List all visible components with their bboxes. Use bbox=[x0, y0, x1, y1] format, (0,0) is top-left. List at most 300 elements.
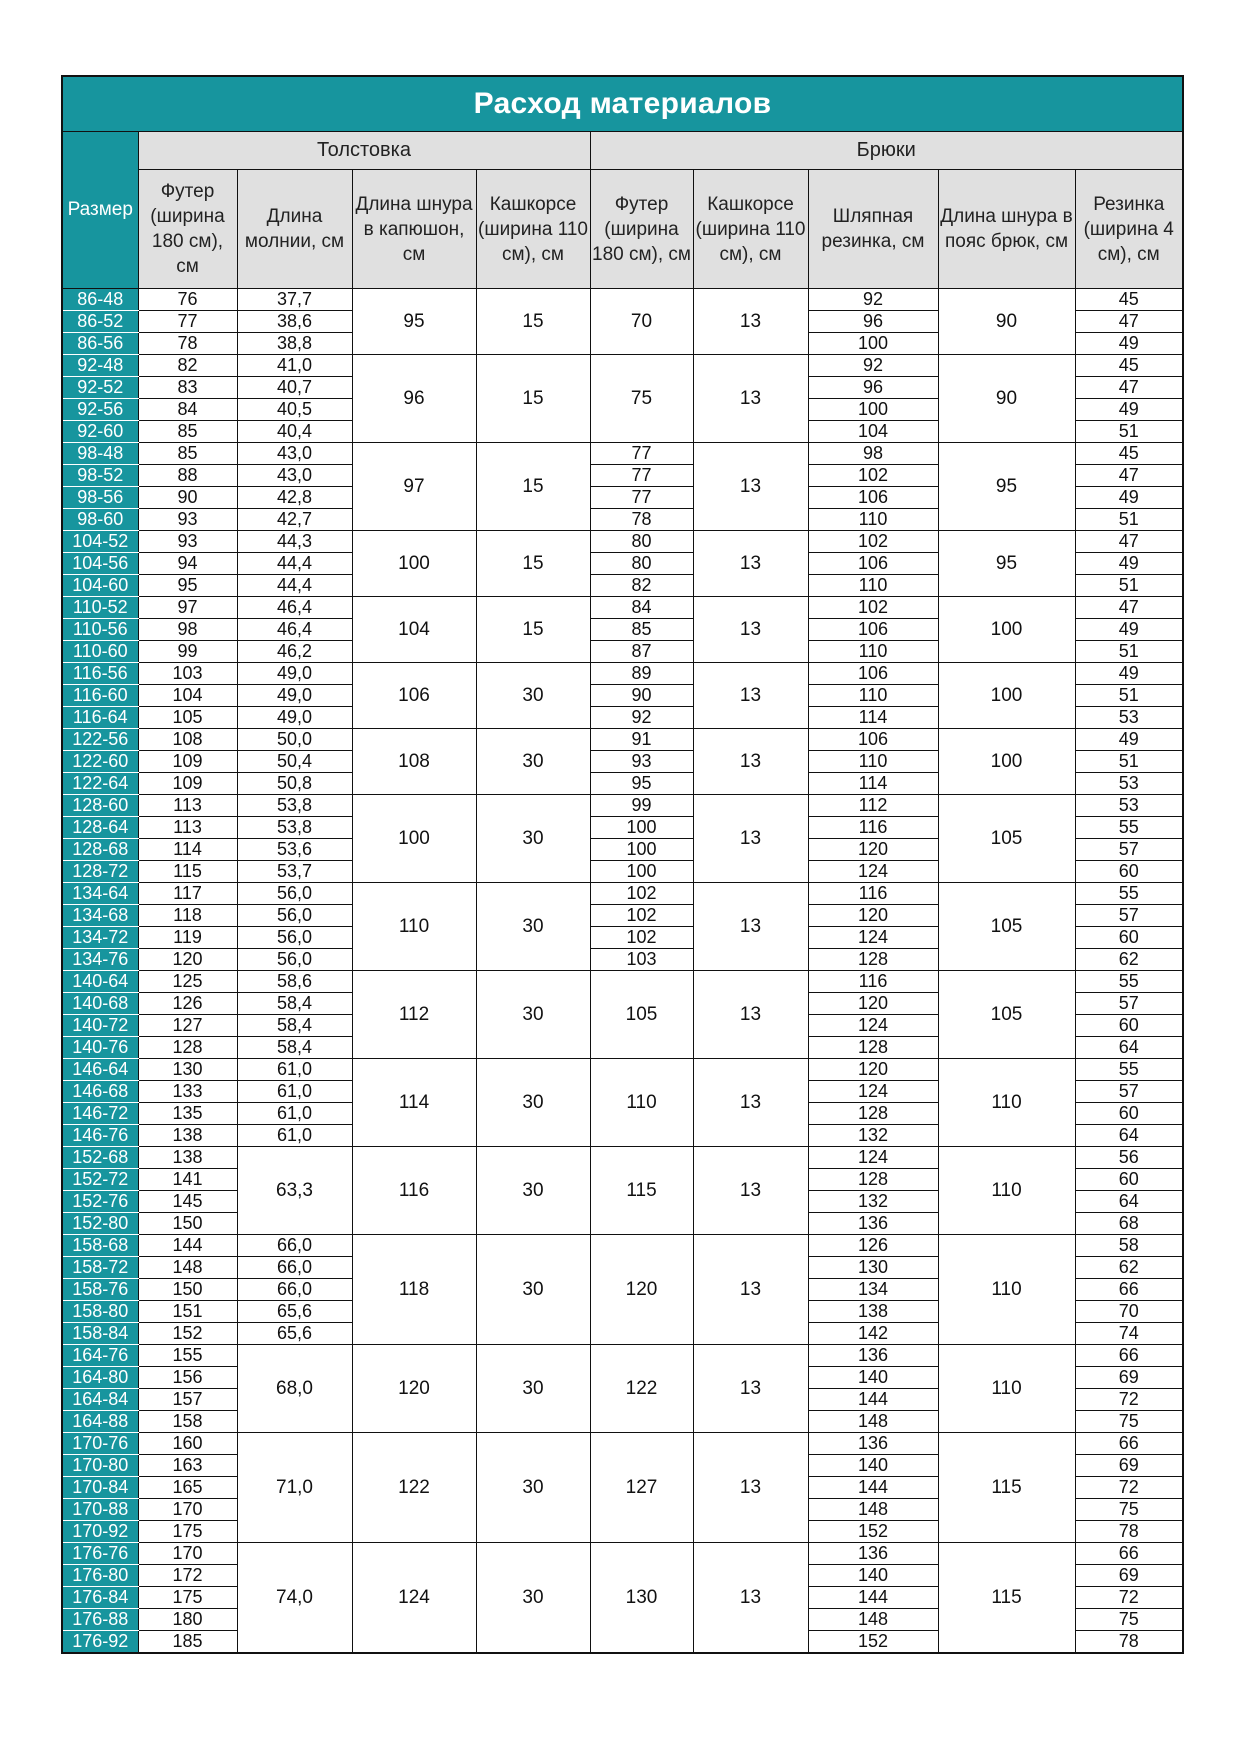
waist-cord-cell: 110 bbox=[938, 1345, 1075, 1433]
size-cell: 104-56 bbox=[62, 553, 138, 575]
hoodie-futer-cell: 104 bbox=[138, 685, 237, 707]
hat-elastic-cell: 144 bbox=[808, 1389, 938, 1411]
hat-elastic-cell: 140 bbox=[808, 1455, 938, 1477]
pants-futer-cell: 70 bbox=[590, 289, 693, 355]
elastic-cell: 66 bbox=[1075, 1345, 1183, 1367]
hat-elastic-cell: 128 bbox=[808, 949, 938, 971]
hat-elastic-cell: 120 bbox=[808, 1059, 938, 1081]
hoodie-futer-cell: 151 bbox=[138, 1301, 237, 1323]
size-cell: 176-88 bbox=[62, 1609, 138, 1631]
elastic-cell: 60 bbox=[1075, 1103, 1183, 1125]
hat-elastic-cell: 116 bbox=[808, 883, 938, 905]
hat-elastic-cell: 110 bbox=[808, 509, 938, 531]
table-row bbox=[62, 1543, 1183, 1565]
pants-futer-cell: 102 bbox=[590, 905, 693, 927]
hat-elastic-cell: 128 bbox=[808, 1103, 938, 1125]
elastic-cell: 57 bbox=[1075, 1081, 1183, 1103]
pants-futer-cell: 102 bbox=[590, 927, 693, 949]
hood-cord-cell: 110 bbox=[352, 883, 476, 971]
waist-cord-cell: 95 bbox=[938, 443, 1075, 531]
hat-elastic-cell: 110 bbox=[808, 751, 938, 773]
hoodie-futer-cell: 165 bbox=[138, 1477, 237, 1499]
table-row bbox=[62, 729, 1183, 751]
hat-elastic-cell: 92 bbox=[808, 355, 938, 377]
hat-elastic-cell: 96 bbox=[808, 311, 938, 333]
hoodie-futer-cell: 156 bbox=[138, 1367, 237, 1389]
col-header-waist-cord: Длина шнура в пояс брюк, см bbox=[938, 170, 1075, 289]
elastic-cell: 49 bbox=[1075, 333, 1183, 355]
size-cell: 140-72 bbox=[62, 1015, 138, 1037]
hat-elastic-cell: 102 bbox=[808, 597, 938, 619]
waist-cord-cell: 115 bbox=[938, 1543, 1075, 1654]
hood-cord-cell: 95 bbox=[352, 289, 476, 355]
size-cell: 104-60 bbox=[62, 575, 138, 597]
elastic-cell: 72 bbox=[1075, 1587, 1183, 1609]
hood-cord-cell: 108 bbox=[352, 729, 476, 795]
table-row bbox=[62, 1147, 1183, 1169]
elastic-cell: 70 bbox=[1075, 1301, 1183, 1323]
hat-elastic-cell: 128 bbox=[808, 1169, 938, 1191]
hoodie-futer-cell: 113 bbox=[138, 817, 237, 839]
elastic-cell: 62 bbox=[1075, 1257, 1183, 1279]
pants-futer-cell: 77 bbox=[590, 443, 693, 465]
hat-elastic-cell: 98 bbox=[808, 443, 938, 465]
size-cell: 158-80 bbox=[62, 1301, 138, 1323]
hoodie-futer-cell: 82 bbox=[138, 355, 237, 377]
table-row bbox=[62, 795, 1183, 817]
hoodie-futer-cell: 113 bbox=[138, 795, 237, 817]
hat-elastic-cell: 100 bbox=[808, 399, 938, 421]
elastic-cell: 49 bbox=[1075, 487, 1183, 509]
zipper-length-cell: 44,3 bbox=[237, 531, 352, 553]
pants-futer-cell: 115 bbox=[590, 1147, 693, 1235]
zipper-length-cell: 63,3 bbox=[237, 1147, 352, 1235]
hoodie-futer-cell: 95 bbox=[138, 575, 237, 597]
hoodie-futer-cell: 170 bbox=[138, 1499, 237, 1521]
hat-elastic-cell: 106 bbox=[808, 729, 938, 751]
hat-elastic-cell: 106 bbox=[808, 487, 938, 509]
pants-futer-cell: 103 bbox=[590, 949, 693, 971]
size-cell: 170-80 bbox=[62, 1455, 138, 1477]
pants-futer-cell: 89 bbox=[590, 663, 693, 685]
elastic-cell: 55 bbox=[1075, 883, 1183, 905]
hat-elastic-cell: 136 bbox=[808, 1433, 938, 1455]
hat-elastic-cell: 136 bbox=[808, 1345, 938, 1367]
size-cell: 134-72 bbox=[62, 927, 138, 949]
size-cell: 152-72 bbox=[62, 1169, 138, 1191]
zipper-length-cell: 58,4 bbox=[237, 1015, 352, 1037]
size-column-header: Размер bbox=[62, 132, 138, 289]
zipper-length-cell: 53,8 bbox=[237, 795, 352, 817]
zipper-length-cell: 56,0 bbox=[237, 883, 352, 905]
hoodie-futer-cell: 180 bbox=[138, 1609, 237, 1631]
hoodie-futer-cell: 163 bbox=[138, 1455, 237, 1477]
elastic-cell: 60 bbox=[1075, 861, 1183, 883]
zipper-length-cell: 56,0 bbox=[237, 927, 352, 949]
hoodie-kashkorse-cell: 30 bbox=[476, 1345, 590, 1433]
elastic-cell: 64 bbox=[1075, 1191, 1183, 1213]
hoodie-futer-cell: 148 bbox=[138, 1257, 237, 1279]
hoodie-kashkorse-cell: 30 bbox=[476, 729, 590, 795]
pants-futer-cell: 77 bbox=[590, 465, 693, 487]
elastic-cell: 51 bbox=[1075, 641, 1183, 663]
hoodie-futer-cell: 130 bbox=[138, 1059, 237, 1081]
material-consumption-table bbox=[61, 75, 1184, 1654]
hoodie-futer-cell: 158 bbox=[138, 1411, 237, 1433]
waist-cord-cell: 115 bbox=[938, 1433, 1075, 1543]
size-cell: 98-56 bbox=[62, 487, 138, 509]
zipper-length-cell: 42,8 bbox=[237, 487, 352, 509]
elastic-cell: 72 bbox=[1075, 1477, 1183, 1499]
elastic-cell: 74 bbox=[1075, 1323, 1183, 1345]
pants-futer-cell: 90 bbox=[590, 685, 693, 707]
hoodie-futer-cell: 138 bbox=[138, 1147, 237, 1169]
hoodie-futer-cell: 150 bbox=[138, 1213, 237, 1235]
elastic-cell: 72 bbox=[1075, 1389, 1183, 1411]
waist-cord-cell: 110 bbox=[938, 1235, 1075, 1345]
zipper-length-cell: 61,0 bbox=[237, 1125, 352, 1147]
hoodie-futer-cell: 99 bbox=[138, 641, 237, 663]
hoodie-futer-cell: 115 bbox=[138, 861, 237, 883]
hoodie-futer-cell: 109 bbox=[138, 773, 237, 795]
elastic-cell: 49 bbox=[1075, 619, 1183, 641]
hat-elastic-cell: 112 bbox=[808, 795, 938, 817]
size-cell: 146-64 bbox=[62, 1059, 138, 1081]
size-cell: 140-76 bbox=[62, 1037, 138, 1059]
zipper-length-cell: 46,2 bbox=[237, 641, 352, 663]
size-cell: 140-68 bbox=[62, 993, 138, 1015]
size-cell: 92-52 bbox=[62, 377, 138, 399]
size-cell: 176-76 bbox=[62, 1543, 138, 1565]
hood-cord-cell: 100 bbox=[352, 795, 476, 883]
zipper-length-cell: 43,0 bbox=[237, 443, 352, 465]
zipper-length-cell: 56,0 bbox=[237, 949, 352, 971]
elastic-cell: 66 bbox=[1075, 1433, 1183, 1455]
elastic-cell: 66 bbox=[1075, 1279, 1183, 1301]
hat-elastic-cell: 92 bbox=[808, 289, 938, 311]
size-cell: 86-48 bbox=[62, 289, 138, 311]
elastic-cell: 55 bbox=[1075, 817, 1183, 839]
size-cell: 86-52 bbox=[62, 311, 138, 333]
waist-cord-cell: 105 bbox=[938, 971, 1075, 1059]
hoodie-futer-cell: 160 bbox=[138, 1433, 237, 1455]
hat-elastic-cell: 148 bbox=[808, 1411, 938, 1433]
size-cell: 146-76 bbox=[62, 1125, 138, 1147]
zipper-length-cell: 58,4 bbox=[237, 1037, 352, 1059]
hat-elastic-cell: 116 bbox=[808, 817, 938, 839]
zipper-length-cell: 58,4 bbox=[237, 993, 352, 1015]
size-cell: 176-80 bbox=[62, 1565, 138, 1587]
material-consumption-sheet bbox=[61, 75, 1182, 1654]
waist-cord-cell: 95 bbox=[938, 531, 1075, 597]
hat-elastic-cell: 110 bbox=[808, 575, 938, 597]
pants-kashkorse-cell: 13 bbox=[693, 289, 808, 355]
hood-cord-cell: 122 bbox=[352, 1433, 476, 1543]
hoodie-kashkorse-cell: 30 bbox=[476, 1235, 590, 1345]
pants-futer-cell: 85 bbox=[590, 619, 693, 641]
hat-elastic-cell: 144 bbox=[808, 1587, 938, 1609]
elastic-cell: 66 bbox=[1075, 1543, 1183, 1565]
zipper-length-cell: 50,4 bbox=[237, 751, 352, 773]
pants-kashkorse-cell: 13 bbox=[693, 531, 808, 597]
col-header-pants-kashkorse: Кашкорсе (ширина 110 см), см bbox=[693, 170, 808, 289]
hat-elastic-cell: 110 bbox=[808, 641, 938, 663]
elastic-cell: 60 bbox=[1075, 1015, 1183, 1037]
hoodie-kashkorse-cell: 30 bbox=[476, 795, 590, 883]
hood-cord-cell: 114 bbox=[352, 1059, 476, 1147]
pants-futer-cell: 95 bbox=[590, 773, 693, 795]
hood-cord-cell: 106 bbox=[352, 663, 476, 729]
elastic-cell: 51 bbox=[1075, 751, 1183, 773]
hat-elastic-cell: 142 bbox=[808, 1323, 938, 1345]
pants-futer-cell: 122 bbox=[590, 1345, 693, 1433]
size-cell: 152-68 bbox=[62, 1147, 138, 1169]
size-cell: 128-68 bbox=[62, 839, 138, 861]
table-row bbox=[62, 883, 1183, 905]
elastic-cell: 57 bbox=[1075, 905, 1183, 927]
zipper-length-cell: 42,7 bbox=[237, 509, 352, 531]
waist-cord-cell: 105 bbox=[938, 883, 1075, 971]
waist-cord-cell: 105 bbox=[938, 795, 1075, 883]
size-cell: 164-76 bbox=[62, 1345, 138, 1367]
size-cell: 170-92 bbox=[62, 1521, 138, 1543]
hoodie-futer-cell: 119 bbox=[138, 927, 237, 949]
hoodie-kashkorse-cell: 15 bbox=[476, 531, 590, 597]
zipper-length-cell: 61,0 bbox=[237, 1081, 352, 1103]
elastic-cell: 51 bbox=[1075, 575, 1183, 597]
hoodie-futer-cell: 157 bbox=[138, 1389, 237, 1411]
size-cell: 146-72 bbox=[62, 1103, 138, 1125]
hood-cord-cell: 97 bbox=[352, 443, 476, 531]
zipper-length-cell: 58,6 bbox=[237, 971, 352, 993]
pants-kashkorse-cell: 13 bbox=[693, 1543, 808, 1654]
hoodie-kashkorse-cell: 30 bbox=[476, 1433, 590, 1543]
hoodie-futer-cell: 175 bbox=[138, 1521, 237, 1543]
hat-elastic-cell: 136 bbox=[808, 1543, 938, 1565]
size-cell: 164-88 bbox=[62, 1411, 138, 1433]
table-row bbox=[62, 971, 1183, 993]
zipper-length-cell: 74,0 bbox=[237, 1543, 352, 1654]
elastic-cell: 75 bbox=[1075, 1499, 1183, 1521]
hoodie-kashkorse-cell: 30 bbox=[476, 971, 590, 1059]
elastic-cell: 53 bbox=[1075, 795, 1183, 817]
pants-futer-cell: 80 bbox=[590, 531, 693, 553]
hoodie-futer-cell: 85 bbox=[138, 421, 237, 443]
waist-cord-cell: 90 bbox=[938, 355, 1075, 443]
elastic-cell: 45 bbox=[1075, 289, 1183, 311]
elastic-cell: 45 bbox=[1075, 355, 1183, 377]
elastic-cell: 56 bbox=[1075, 1147, 1183, 1169]
elastic-cell: 78 bbox=[1075, 1631, 1183, 1654]
size-cell: 164-84 bbox=[62, 1389, 138, 1411]
pants-kashkorse-cell: 13 bbox=[693, 1235, 808, 1345]
elastic-cell: 53 bbox=[1075, 707, 1183, 729]
hat-elastic-cell: 140 bbox=[808, 1565, 938, 1587]
pants-futer-cell: 78 bbox=[590, 509, 693, 531]
elastic-cell: 49 bbox=[1075, 399, 1183, 421]
elastic-cell: 64 bbox=[1075, 1037, 1183, 1059]
pants-kashkorse-cell: 13 bbox=[693, 971, 808, 1059]
size-cell: 134-76 bbox=[62, 949, 138, 971]
size-cell: 158-76 bbox=[62, 1279, 138, 1301]
zipper-length-cell: 40,5 bbox=[237, 399, 352, 421]
hoodie-futer-cell: 128 bbox=[138, 1037, 237, 1059]
zipper-length-cell: 71,0 bbox=[237, 1433, 352, 1543]
pants-kashkorse-cell: 13 bbox=[693, 1059, 808, 1147]
hat-elastic-cell: 106 bbox=[808, 553, 938, 575]
elastic-cell: 53 bbox=[1075, 773, 1183, 795]
hat-elastic-cell: 100 bbox=[808, 333, 938, 355]
pants-futer-cell: 110 bbox=[590, 1059, 693, 1147]
size-cell: 122-64 bbox=[62, 773, 138, 795]
col-header-hoodie-futer: Футер (ширина 180 см), см bbox=[138, 170, 237, 289]
zipper-length-cell: 65,6 bbox=[237, 1323, 352, 1345]
hat-elastic-cell: 110 bbox=[808, 685, 938, 707]
pants-futer-cell: 80 bbox=[590, 553, 693, 575]
size-cell: 170-76 bbox=[62, 1433, 138, 1455]
hoodie-kashkorse-cell: 15 bbox=[476, 355, 590, 443]
hoodie-futer-cell: 117 bbox=[138, 883, 237, 905]
hat-elastic-cell: 102 bbox=[808, 465, 938, 487]
hat-elastic-cell: 152 bbox=[808, 1631, 938, 1654]
hat-elastic-cell: 102 bbox=[808, 531, 938, 553]
pants-kashkorse-cell: 13 bbox=[693, 663, 808, 729]
hoodie-kashkorse-cell: 30 bbox=[476, 1543, 590, 1654]
hoodie-futer-cell: 144 bbox=[138, 1235, 237, 1257]
waist-cord-cell: 100 bbox=[938, 597, 1075, 663]
pants-futer-cell: 93 bbox=[590, 751, 693, 773]
hood-cord-cell: 112 bbox=[352, 971, 476, 1059]
size-cell: 134-64 bbox=[62, 883, 138, 905]
hoodie-futer-cell: 94 bbox=[138, 553, 237, 575]
hoodie-futer-cell: 76 bbox=[138, 289, 237, 311]
size-cell: 116-64 bbox=[62, 707, 138, 729]
waist-cord-cell: 110 bbox=[938, 1147, 1075, 1235]
hat-elastic-cell: 128 bbox=[808, 1037, 938, 1059]
elastic-cell: 69 bbox=[1075, 1455, 1183, 1477]
size-cell: 158-72 bbox=[62, 1257, 138, 1279]
hat-elastic-cell: 136 bbox=[808, 1213, 938, 1235]
hoodie-futer-cell: 170 bbox=[138, 1543, 237, 1565]
hat-elastic-cell: 124 bbox=[808, 927, 938, 949]
pants-futer-cell: 130 bbox=[590, 1543, 693, 1654]
hoodie-futer-cell: 175 bbox=[138, 1587, 237, 1609]
size-cell: 128-64 bbox=[62, 817, 138, 839]
hat-elastic-cell: 116 bbox=[808, 971, 938, 993]
group-header-pants: Брюки bbox=[590, 132, 1183, 170]
table-row bbox=[62, 289, 1183, 311]
zipper-length-cell: 66,0 bbox=[237, 1257, 352, 1279]
zipper-length-cell: 49,0 bbox=[237, 663, 352, 685]
size-cell: 128-60 bbox=[62, 795, 138, 817]
hat-elastic-cell: 106 bbox=[808, 663, 938, 685]
col-header-hoodie-kashkorse: Кашкорсе (ширина 110 см), см bbox=[476, 170, 590, 289]
hat-elastic-cell: 126 bbox=[808, 1235, 938, 1257]
elastic-cell: 75 bbox=[1075, 1609, 1183, 1631]
table-body bbox=[62, 289, 1183, 1654]
hoodie-futer-cell: 133 bbox=[138, 1081, 237, 1103]
hat-elastic-cell: 130 bbox=[808, 1257, 938, 1279]
hat-elastic-cell: 124 bbox=[808, 1015, 938, 1037]
zipper-length-cell: 44,4 bbox=[237, 575, 352, 597]
size-cell: 86-56 bbox=[62, 333, 138, 355]
hood-cord-cell: 96 bbox=[352, 355, 476, 443]
table-title: Расход материалов bbox=[62, 76, 1183, 132]
hat-elastic-cell: 124 bbox=[808, 1147, 938, 1169]
hood-cord-cell: 118 bbox=[352, 1235, 476, 1345]
hat-elastic-cell: 114 bbox=[808, 773, 938, 795]
zipper-length-cell: 61,0 bbox=[237, 1059, 352, 1081]
pants-futer-cell: 120 bbox=[590, 1235, 693, 1345]
pants-futer-cell: 87 bbox=[590, 641, 693, 663]
hoodie-futer-cell: 125 bbox=[138, 971, 237, 993]
waist-cord-cell: 100 bbox=[938, 663, 1075, 729]
hoodie-futer-cell: 97 bbox=[138, 597, 237, 619]
hat-elastic-cell: 138 bbox=[808, 1301, 938, 1323]
elastic-cell: 60 bbox=[1075, 927, 1183, 949]
size-cell: 110-56 bbox=[62, 619, 138, 641]
size-cell: 140-64 bbox=[62, 971, 138, 993]
zipper-length-cell: 38,6 bbox=[237, 311, 352, 333]
elastic-cell: 51 bbox=[1075, 509, 1183, 531]
hood-cord-cell: 104 bbox=[352, 597, 476, 663]
group-header-hoodie: Толстовка bbox=[138, 132, 590, 170]
size-cell: 170-88 bbox=[62, 1499, 138, 1521]
hoodie-kashkorse-cell: 30 bbox=[476, 1147, 590, 1235]
pants-kashkorse-cell: 13 bbox=[693, 1147, 808, 1235]
hat-elastic-cell: 106 bbox=[808, 619, 938, 641]
pants-futer-cell: 105 bbox=[590, 971, 693, 1059]
size-cell: 170-84 bbox=[62, 1477, 138, 1499]
hoodie-futer-cell: 85 bbox=[138, 443, 237, 465]
zipper-length-cell: 46,4 bbox=[237, 597, 352, 619]
elastic-cell: 47 bbox=[1075, 597, 1183, 619]
zipper-length-cell: 49,0 bbox=[237, 707, 352, 729]
elastic-cell: 45 bbox=[1075, 443, 1183, 465]
elastic-cell: 47 bbox=[1075, 311, 1183, 333]
size-cell: 92-48 bbox=[62, 355, 138, 377]
zipper-length-cell: 53,6 bbox=[237, 839, 352, 861]
elastic-cell: 47 bbox=[1075, 377, 1183, 399]
hat-elastic-cell: 132 bbox=[808, 1125, 938, 1147]
hoodie-futer-cell: 150 bbox=[138, 1279, 237, 1301]
hoodie-futer-cell: 109 bbox=[138, 751, 237, 773]
hoodie-kashkorse-cell: 30 bbox=[476, 883, 590, 971]
elastic-cell: 62 bbox=[1075, 949, 1183, 971]
size-cell: 176-84 bbox=[62, 1587, 138, 1609]
zipper-length-cell: 56,0 bbox=[237, 905, 352, 927]
table-row bbox=[62, 597, 1183, 619]
size-cell: 152-80 bbox=[62, 1213, 138, 1235]
table-row bbox=[62, 1235, 1183, 1257]
table-row bbox=[62, 443, 1183, 465]
zipper-length-cell: 40,7 bbox=[237, 377, 352, 399]
hoodie-futer-cell: 83 bbox=[138, 377, 237, 399]
size-cell: 110-60 bbox=[62, 641, 138, 663]
pants-kashkorse-cell: 13 bbox=[693, 1433, 808, 1543]
zipper-length-cell: 49,0 bbox=[237, 685, 352, 707]
hat-elastic-cell: 96 bbox=[808, 377, 938, 399]
size-cell: 164-80 bbox=[62, 1367, 138, 1389]
size-cell: 110-52 bbox=[62, 597, 138, 619]
elastic-cell: 64 bbox=[1075, 1125, 1183, 1147]
hat-elastic-cell: 132 bbox=[808, 1191, 938, 1213]
col-header-pants-futer: Футер (ширина 180 см), см bbox=[590, 170, 693, 289]
elastic-cell: 60 bbox=[1075, 1169, 1183, 1191]
pants-futer-cell: 77 bbox=[590, 487, 693, 509]
hoodie-futer-cell: 88 bbox=[138, 465, 237, 487]
table-row bbox=[62, 1059, 1183, 1081]
